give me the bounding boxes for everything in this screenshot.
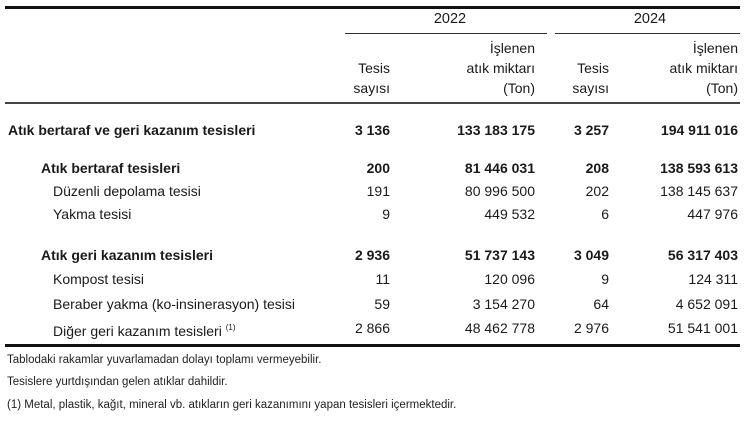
cell-2024-amount: 138 145 637 bbox=[660, 183, 738, 199]
header-text: Tesis bbox=[358, 60, 390, 76]
cell-2022-amount: 80 996 500 bbox=[464, 183, 535, 199]
year-header-2024: 2024 bbox=[633, 11, 667, 27]
cell-2024-count: 2 976 bbox=[573, 320, 609, 336]
header-text: Tesis bbox=[577, 60, 609, 76]
header-2022-amount bbox=[467, 38, 535, 98]
cell-2022-amount: 3 154 270 bbox=[472, 296, 535, 312]
cell-2024-amount: 51 541 001 bbox=[667, 320, 738, 336]
header-text: (Ton) bbox=[706, 80, 738, 96]
header-text: (Ton) bbox=[503, 80, 535, 96]
footnote-marker: (1) bbox=[225, 323, 236, 332]
row-label: Atık bertaraf ve geri kazanım tesisleri bbox=[8, 122, 256, 138]
cell-2024-count: 6 bbox=[601, 206, 609, 222]
header-text: atık miktarı bbox=[466, 60, 535, 76]
row-label: Kompost tesisi bbox=[53, 271, 145, 287]
cell-2022-amount: 81 446 031 bbox=[464, 160, 535, 176]
cell-2022-amount: 48 462 778 bbox=[464, 320, 535, 336]
cell-2022-count: 2 866 bbox=[354, 320, 390, 336]
row-label bbox=[53, 317, 236, 342]
cell-2022-amount: 449 532 bbox=[484, 206, 535, 222]
cell-2024-count: 3 049 bbox=[573, 247, 609, 263]
cell-2024-count: 202 bbox=[585, 183, 609, 199]
table-row-compost bbox=[0, 268, 750, 290]
row-label-text: Diğer geri kazanım tesisleri bbox=[53, 323, 222, 339]
cell-2024-count: 64 bbox=[593, 296, 609, 312]
year-header-2022: 2022 bbox=[433, 11, 467, 27]
cell-2024-amount: 447 976 bbox=[687, 206, 738, 222]
table-row-recovery bbox=[0, 244, 750, 266]
cell-2022-count: 200 bbox=[366, 160, 390, 176]
cell-2024-amount: 4 652 091 bbox=[675, 296, 738, 312]
header-text: İşlenen bbox=[489, 40, 535, 56]
table-top-rule bbox=[5, 6, 740, 9]
header-2022-count bbox=[353, 58, 390, 98]
row-label: Beraber yakma (ko-insinerasyon) tesisi bbox=[53, 296, 295, 312]
cell-2022-count: 2 936 bbox=[354, 247, 390, 263]
year-2022-underline bbox=[345, 33, 547, 34]
cell-2024-amount: 138 593 613 bbox=[660, 160, 738, 176]
header-2024-amount bbox=[670, 38, 738, 98]
header-text: sayısı bbox=[572, 80, 609, 96]
row-label: Atık geri kazanım tesisleri bbox=[41, 247, 213, 263]
table-row-disposal bbox=[0, 157, 750, 179]
cell-2024-count: 9 bbox=[601, 271, 609, 287]
cell-2022-count: 9 bbox=[382, 206, 390, 222]
row-label: Yakma tesisi bbox=[53, 206, 132, 222]
table-row-landfill bbox=[0, 180, 750, 202]
note-footnote-1: (1) Metal, plastik, kağıt, mineral vb. atıkların geri kazanımını yapan tesisleri içermektedir. bbox=[7, 399, 457, 411]
note-rounding: Tablodaki rakamlar yuvarlamadan dolayı toplamı vermeyebilir. bbox=[7, 354, 322, 366]
table-row-total bbox=[0, 119, 750, 141]
cell-2024-amount: 56 317 403 bbox=[667, 247, 738, 263]
cell-2024-count: 208 bbox=[585, 160, 609, 176]
cell-2022-count: 191 bbox=[366, 183, 390, 199]
cell-2024-count: 3 257 bbox=[573, 122, 609, 138]
cell-2022-count: 59 bbox=[374, 296, 390, 312]
cell-2022-amount: 51 737 143 bbox=[464, 247, 535, 263]
cell-2022-count: 3 136 bbox=[354, 122, 390, 138]
header-text: sayısı bbox=[353, 80, 390, 96]
cell-2024-amount: 124 311 bbox=[688, 271, 738, 287]
cell-2022-amount: 120 096 bbox=[484, 271, 535, 287]
note-imports: Tesislere yurtdışından gelen atıklar dahildir. bbox=[7, 376, 228, 388]
table-row-co-incineration bbox=[0, 293, 750, 315]
cell-2022-count: 11 bbox=[375, 271, 390, 287]
header-bottom-rule bbox=[5, 102, 740, 104]
header-text: İşlenen bbox=[692, 40, 738, 56]
table-row-other-recovery bbox=[0, 317, 750, 339]
cell-2024-amount: 194 911 016 bbox=[660, 122, 738, 138]
header-2024-count bbox=[572, 58, 609, 98]
year-2024-underline bbox=[555, 33, 740, 34]
table-row-incineration bbox=[0, 203, 750, 225]
header-text: atık miktarı bbox=[669, 60, 738, 76]
table-bottom-rule bbox=[5, 344, 740, 347]
cell-2022-amount: 133 183 175 bbox=[457, 122, 535, 138]
row-label: Düzenli depolama tesisi bbox=[53, 183, 201, 199]
row-label: Atık bertaraf tesisleri bbox=[41, 160, 181, 176]
